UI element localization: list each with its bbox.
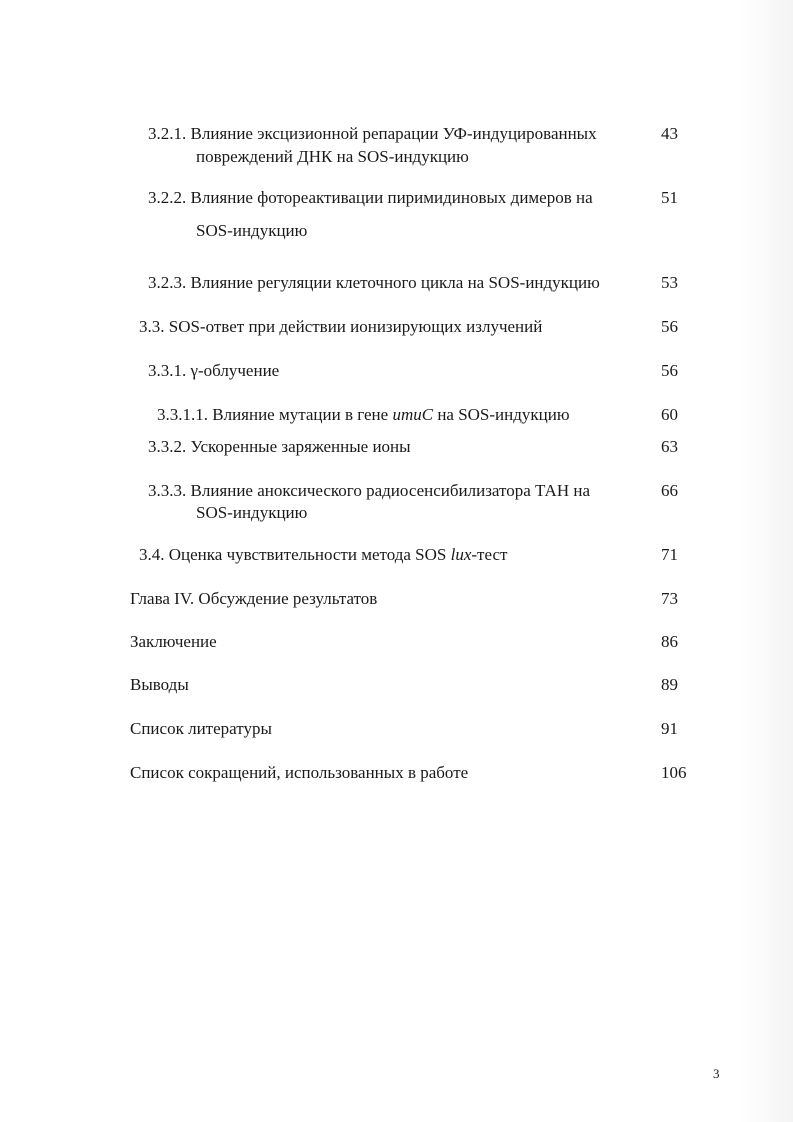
- toc-entry-findings[interactable]: [130, 674, 189, 696]
- toc-title: Заключение: [130, 632, 217, 651]
- toc-page-number: 60: [661, 405, 678, 424]
- toc-entry-3-2-2[interactable]: [148, 187, 593, 209]
- toc-title-continued: SOS-индукцию: [196, 503, 308, 522]
- toc-title: Выводы: [130, 675, 189, 694]
- toc-title: Оценка чувствительности метода SOS lux-тест: [168, 545, 508, 564]
- toc-number: 3.3.1.: [148, 361, 187, 380]
- toc-page-number: 51: [661, 188, 678, 207]
- toc-page-number: 43: [661, 124, 678, 143]
- toc-number: 3.2.1.: [148, 124, 187, 143]
- toc-number: 3.2.2.: [148, 188, 187, 207]
- toc-entry-chapter-4[interactable]: [130, 588, 377, 610]
- toc-entry-3-3-2[interactable]: [148, 436, 411, 458]
- toc-number: 3.3.: [139, 317, 165, 336]
- toc-page-number: 73: [661, 589, 678, 608]
- toc-page-number: 56: [661, 317, 678, 336]
- toc-page-number: 63: [661, 437, 678, 456]
- toc-entry-3-2-3[interactable]: [148, 272, 600, 294]
- toc-entry-3-2-1-cont: [196, 146, 469, 168]
- toc-entry-abbreviations[interactable]: [130, 762, 468, 784]
- toc-title: Влияние регуляции клеточного цикла на SOS-индукцию: [190, 273, 600, 292]
- toc-entry-3-2-1[interactable]: [148, 123, 597, 145]
- toc-title: γ-облучение: [190, 361, 280, 380]
- toc-title-continued: повреждений ДНК на SOS-индукцию: [196, 147, 469, 166]
- toc-title: Список литературы: [130, 719, 272, 738]
- gene-name: umuC: [392, 405, 434, 424]
- toc-title: Влияние аноксического радиосенсибилизатора ТАН на: [190, 481, 590, 500]
- lux-term: lux: [450, 545, 472, 564]
- toc-entry-3-3-3[interactable]: [148, 480, 590, 502]
- toc-title: Влияние фотореактивации пиримидиновых димеров на: [190, 188, 593, 207]
- toc-page-number: 91: [661, 719, 678, 738]
- toc-entry-3-3-3-cont: [196, 502, 307, 524]
- toc-title: Глава IV. Обсуждение результатов: [130, 589, 378, 608]
- toc-page-number: 66: [661, 481, 678, 500]
- toc-title: Влияние мутации в гене umuC на SOS-индукцию: [212, 405, 570, 424]
- toc-title: Список сокращений, использованных в работе: [130, 763, 469, 782]
- toc-page-number: 56: [661, 361, 678, 380]
- toc-entry-references[interactable]: [130, 718, 272, 740]
- toc-number: 3.4.: [139, 545, 165, 564]
- toc-entry-3-2-2-cont: [196, 220, 307, 242]
- toc-number: 3.3.3.: [148, 481, 187, 500]
- toc-page-number: 53: [661, 273, 678, 292]
- toc-number: 3.2.3.: [148, 273, 187, 292]
- toc-page-number: 86: [661, 632, 678, 651]
- page-number: 3: [713, 1066, 720, 1081]
- toc-title-continued: SOS-индукцию: [196, 221, 308, 240]
- toc-entry-3-3-1[interactable]: [148, 360, 279, 382]
- toc-page-number: 89: [661, 675, 678, 694]
- toc-entry-3-3[interactable]: [139, 316, 542, 338]
- toc-title: Ускоренные заряженные ионы: [190, 437, 411, 456]
- toc-page-number: 71: [661, 545, 678, 564]
- toc-title: Влияние эксцизионной репарации УФ-индуцированных: [190, 124, 597, 143]
- toc-number: 3.3.2.: [148, 437, 187, 456]
- toc-title: SOS-ответ при действии ионизирующих излучений: [168, 317, 543, 336]
- toc-entry-conclusion[interactable]: [130, 631, 217, 653]
- toc-page-number: 106: [661, 763, 687, 782]
- toc-number: 3.3.1.1.: [157, 405, 208, 424]
- toc-entry-3-3-1-1[interactable]: [157, 404, 570, 426]
- toc-entry-3-4[interactable]: [139, 544, 507, 566]
